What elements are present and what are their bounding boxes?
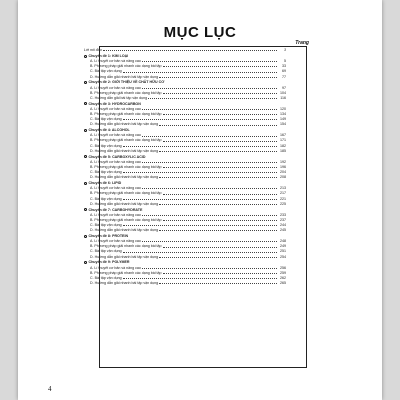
toc-entry-row[interactable] [84,239,286,243]
toc-entry-label: A. Lí thuyết cơ bản và nâng cao [90,133,141,138]
toc-entry-page: 154 [280,122,286,127]
toc-entry-page: 192 [280,159,286,164]
toc-entry-row[interactable] [84,266,286,270]
page-number: 4 [48,385,52,393]
circle-bullet-icon [84,102,87,105]
circle-bullet-icon [84,235,87,238]
toc-entry-row[interactable] [84,160,286,164]
toc-entry-page: 171 [280,138,286,143]
dot-leader [123,224,277,226]
circle-bullet-icon [84,81,87,84]
toc-entry-label: D. Hướng dẫn giải nhanh bài tập vận dụng [90,281,159,286]
toc-entry-row[interactable] [84,85,286,89]
toc-chapter-row[interactable] [84,80,286,84]
toc-chapter-label: Chuyên đề 7: CARBOHYDRATE [88,207,143,212]
toc-entry-label: D. Hướng dẫn giải nhanh bài tập vận dụng [90,201,159,206]
toc-entry-page: 262 [280,275,286,280]
toc-entry-row[interactable] [84,213,286,217]
toc-entry-page: 104 [280,90,286,95]
toc-entry-row[interactable] [84,276,286,280]
toc-intro-row[interactable] [84,48,286,52]
toc-entry-page: 256 [280,265,286,270]
toc-entry-label: A. Lí thuyết cơ bản và nâng cao [90,239,141,244]
toc-entry-label: B. Phương pháp giải nhanh các dạng bài tập [90,164,162,169]
toc-entry-row[interactable] [84,170,286,174]
toc-entry-row[interactable] [84,59,286,63]
dot-leader [103,49,277,51]
toc-entry-label: B. Phương pháp giải nhanh các dạng bài tập [90,270,162,275]
toc-entry-label: A. Lí thuyết cơ bản và nâng cao [90,186,141,191]
toc-entry-row[interactable] [84,74,286,78]
toc-entry-page: 208 [280,175,286,180]
toc-entry-label: B. Phương pháp giải nhanh các dạng bài tập [90,138,162,143]
dot-leader [123,198,277,200]
dot-leader [123,277,277,279]
toc-chapter-label: Chuyên đề 8: PROTEIN [88,234,129,239]
toc-entry-page: 149 [280,117,286,122]
dot-leader [163,140,278,142]
toc-entry-row[interactable] [84,191,286,195]
toc-entry-row[interactable] [84,202,286,206]
toc-entry-label: A. Lí thuyết cơ bản và nâng cao [90,212,141,217]
dot-leader [163,113,278,115]
toc-entry-label: D. Hướng dẫn giải nhanh bài tập vận dụng [90,175,159,180]
dot-leader [123,71,277,73]
dot-leader [159,124,277,126]
toc-entry-page: 33 [282,64,286,69]
toc-entry-label: C. Bài tập vận dụng [90,117,122,122]
dot-leader [163,219,278,221]
toc-entry-row[interactable] [84,244,286,248]
toc-entry-page: 225 [280,201,286,206]
toc-chapter-label: Chuyên đề 9: POLYMER [88,260,130,265]
toc-entry-page: 233 [280,212,286,217]
toc-entry-row[interactable] [84,138,286,142]
toc-entry-page: 204 [280,170,286,175]
toc-entry-label: C. Hướng dẫn giải bài tập vận dụng [90,95,148,100]
toc-entry-label: D. Hướng dẫn giải nhanh bài tập vận dụng [90,74,159,79]
toc-entry-row[interactable] [84,64,286,68]
toc-entry-row[interactable] [84,149,286,153]
toc-entry-page: 69 [282,69,286,74]
toc-entry-row[interactable] [84,218,286,222]
toc-entry-label: B. Phương pháp giải nhanh các dạng bài tập [90,112,162,117]
dot-leader [159,282,277,284]
toc-entry-page: 245 [280,228,286,233]
toc-chapter-label: Chuyên đề 5: CARBOXYLIC ACID [88,154,146,159]
page-title: MỤC LỤC [163,24,237,41]
toc-entry-label: C. Bài tập vận dụng [90,143,122,148]
toc-entry-row[interactable] [84,249,286,253]
circle-bullet-icon [84,182,87,185]
dot-leader [163,246,278,248]
dot-leader [142,161,277,163]
toc-entry-page: 237 [280,217,286,222]
toc-entry-label: A. Lí thuyết cơ bản và nâng cao [90,265,141,270]
toc-entry-label: C. Bài tập vận dụng [90,170,122,175]
dot-leader [142,187,277,189]
toc-entry-label: A. Lí thuyết cơ bản và nâng cao [90,159,141,164]
toc-chapter-label: Chuyên đề 2: GIỚI THIỆU VỀ CHẤT HỮU CƠ [88,80,165,85]
toc-entry-label: B. Phương pháp giải nhanh các dạng bài tập [90,244,162,249]
circle-bullet-icon [84,129,87,132]
dot-leader [163,193,278,195]
toc-entry-page: 248 [280,239,286,244]
toc-entry-label: B. Phương pháp giải nhanh các dạng bài tập [90,64,162,69]
toc-entry-page: 116 [280,95,286,100]
toc-entry-label: C. Bài tập vận dụng [90,249,122,254]
toc-entry-page: 120 [280,106,286,111]
dot-leader [159,176,277,178]
dot-leader [163,272,278,274]
toc-entry-page: 5 [284,59,286,64]
toc-entry-page: 185 [280,148,286,153]
toc-entry-page: 244 [280,222,286,227]
dot-leader [163,166,278,168]
toc-entry-page: 221 [280,196,286,201]
toc-entry-row[interactable] [84,254,286,258]
toc-entry-row[interactable] [84,69,286,73]
toc-entry-row[interactable] [84,196,286,200]
toc-entry-row[interactable] [84,281,286,285]
toc-entry-row[interactable] [84,175,286,179]
toc-entry-page: 167 [280,133,286,138]
toc-entry-row[interactable] [84,133,286,137]
toc-entry-label: C. Bài tập vận dụng [90,222,122,227]
toc-entry-row[interactable] [84,96,286,100]
toc-entry-page: 249 [280,244,286,249]
toc-intro-page: 3 [284,48,286,53]
toc-entry-row[interactable] [84,107,286,111]
toc-entry-label: A. Lí thuyết cơ bản và nâng cao [90,85,141,90]
dot-leader [123,251,277,253]
toc-entry-page: 251 [280,249,286,254]
toc-chapter-row[interactable] [84,234,286,238]
toc-entry-page: 254 [280,254,286,259]
dot-leader [159,229,277,231]
toc-entry-label: B. Phương pháp giải nhanh các dạng bài tập [90,191,162,196]
toc-entry-row[interactable] [84,186,286,190]
toc-entry-page: 213 [280,186,286,191]
toc-chapter-row[interactable] [84,102,286,106]
toc-entry-page: 259 [280,270,286,275]
toc-entry-label: C. Bài tập vận dụng [90,69,122,74]
dot-leader [123,171,277,173]
toc-entry-label: B. Phương pháp giải nhanh các dạng bài tập [90,90,162,95]
toc-entry-page: 217 [280,191,286,196]
toc-entry-page: 97 [282,85,286,90]
circle-bullet-icon [84,155,87,158]
toc-entry-label: D. Hướng dẫn giải nhanh bài tập vận dụng [90,122,159,127]
toc-entry-page: 77 [282,74,286,79]
toc-entry-label: D. Hướng dẫn giải nhanh bài tập vận dụng [90,148,159,153]
table-of-contents [84,48,286,286]
toc-entry-row[interactable] [84,144,286,148]
dot-leader [123,145,277,147]
toc-entry-row[interactable] [84,228,286,232]
page-column-header: Trang [295,40,309,46]
toc-chapter-label: Chuyên đề 4: ALCOHOL [88,128,130,133]
dot-leader [159,150,277,152]
dot-leader [142,135,277,137]
toc-entry-row[interactable] [84,165,286,169]
dot-leader [123,118,277,120]
dot-leader [163,92,278,94]
toc-entry-page: 134 [280,112,286,117]
toc-entry-row[interactable] [84,91,286,95]
toc-entry-label: D. Hướng dẫn giải nhanh bài tập vận dụng [90,228,159,233]
dot-leader [159,256,277,258]
toc-entry-label: D. Hướng dẫn giải nhanh bài tập vận dụng [90,254,159,259]
toc-entry-row[interactable] [84,271,286,275]
toc-chapter-row[interactable] [84,54,286,58]
toc-chapter-row[interactable] [84,155,286,159]
toc-entry-row[interactable] [84,223,286,227]
toc-entry-label: C. Bài tập vận dụng [90,275,122,280]
toc-chapter-row[interactable] [84,260,286,264]
dot-leader [142,87,277,89]
toc-entry-page: 182 [280,143,286,148]
dot-leader [142,267,277,269]
toc-entry-page: 265 [280,281,286,286]
dot-leader [142,108,277,110]
toc-entry-page: 196 [280,164,286,169]
toc-entry-label: A. Lí thuyết cơ bản và nâng cao [90,106,141,111]
toc-chapter-row[interactable] [84,181,286,185]
toc-entry-label: B. Phương pháp giải nhanh các dạng bài tập [90,217,162,222]
toc-entry-label: C. Bài tập vận dụng [90,196,122,201]
toc-entry-row[interactable] [84,112,286,116]
toc-entry-row[interactable] [84,122,286,126]
toc-chapter-label: Chuyên đề 6: LIPID [88,181,122,186]
dot-leader [142,240,277,242]
toc-chapter-label: Chuyên đề 3: HYDROCARBON [88,101,141,106]
dot-leader [159,76,277,78]
toc-intro-label: Lời nói đầu [84,48,102,53]
toc-chapter-row[interactable] [84,207,286,211]
toc-entry-row[interactable] [84,117,286,121]
dot-leader [148,97,277,99]
toc-entry-label: A. Lí thuyết cơ bản và nâng cao [90,59,141,64]
circle-bullet-icon [84,55,87,58]
circle-bullet-icon [84,261,87,264]
dot-leader [163,65,278,67]
toc-chapter-row[interactable] [84,128,286,132]
circle-bullet-icon [84,208,87,211]
toc-chapter-label: Chuyên đề 1: KIM LOẠI [88,53,129,58]
dot-leader [142,214,277,216]
dot-leader [142,60,277,62]
dot-leader [159,203,277,205]
